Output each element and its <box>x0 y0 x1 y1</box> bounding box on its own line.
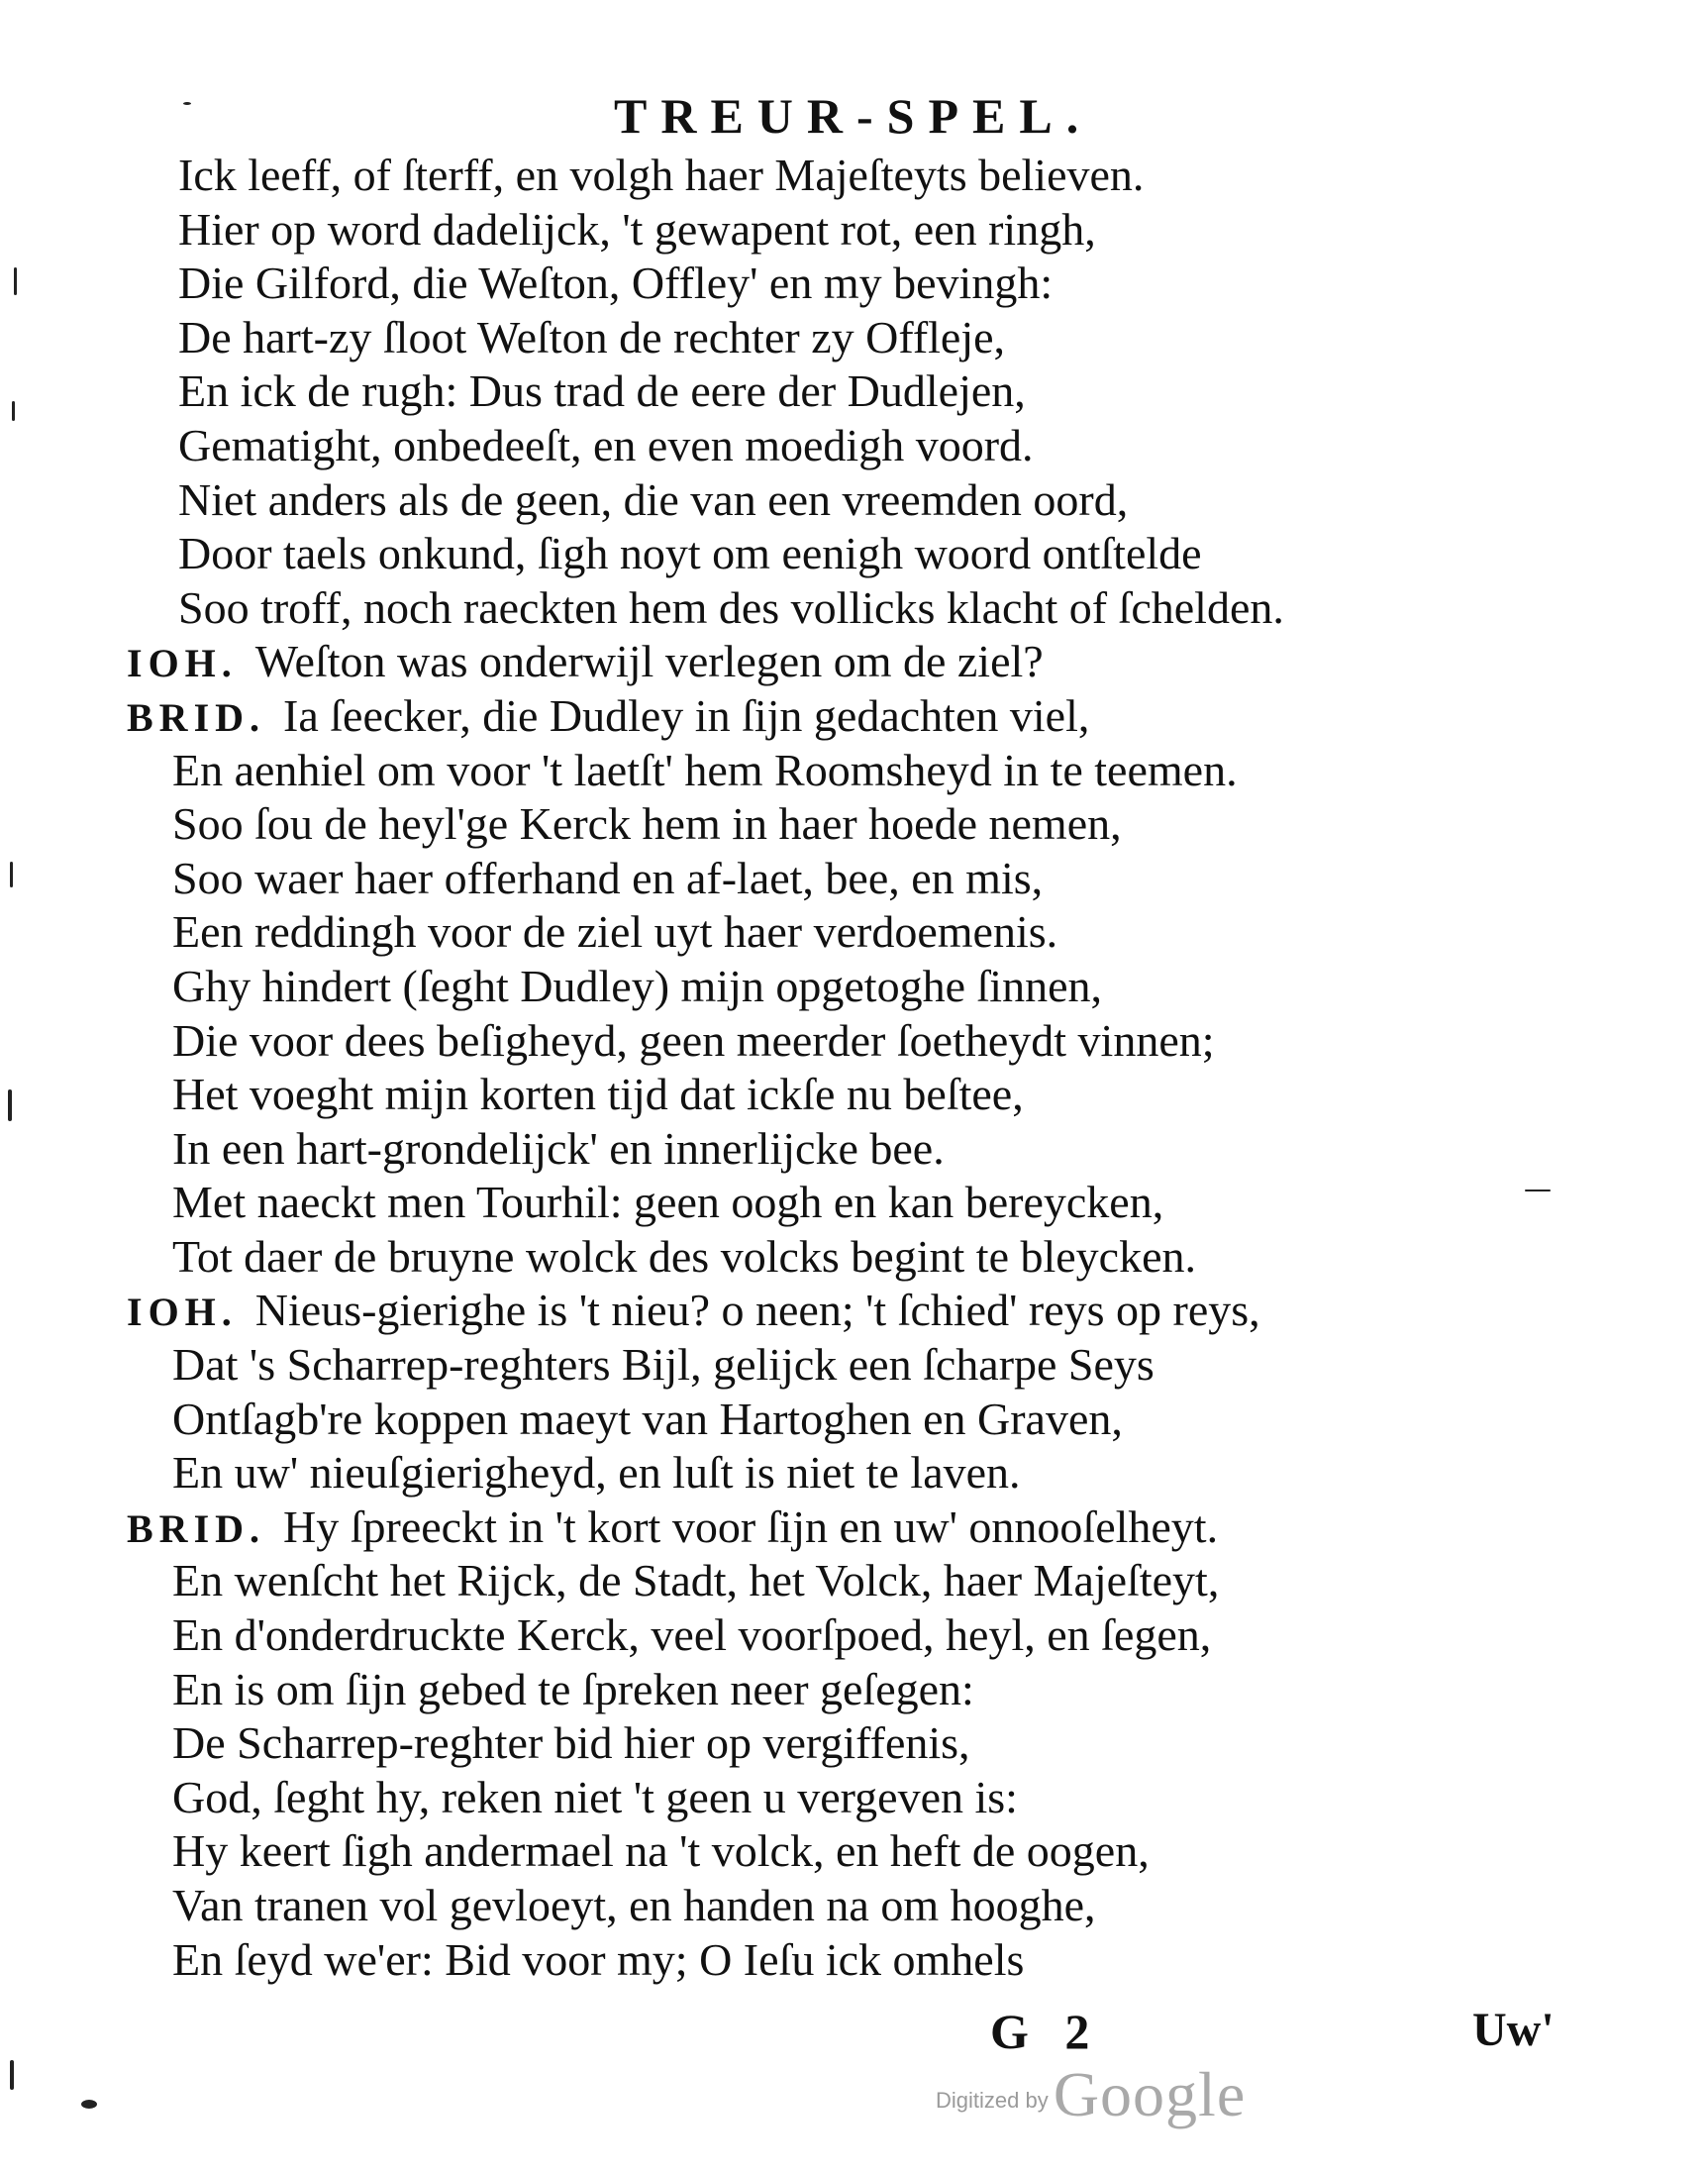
scan-speck <box>10 2060 14 2090</box>
speaker-line <box>127 635 1545 689</box>
verse-text: Niet anders als de geen, die van een vreemden oord, <box>178 473 1129 525</box>
verse-text: Nieus-gierighe is 't nieu? o neen; 't ſchied' reys op reys, <box>254 1285 1260 1336</box>
verse-line <box>172 744 1545 798</box>
verse-text: Hier op word dadelijck, 't gewapent rot, een ringh, <box>178 203 1096 255</box>
verse-line <box>178 419 1545 473</box>
scan-speck <box>14 267 17 295</box>
verse-line <box>172 1824 1545 1879</box>
verse-text: Soo waer haer offerhand en af-laet, bee, en mis, <box>172 852 1044 903</box>
verse-line <box>172 1663 1545 1717</box>
verse-line <box>172 1716 1545 1771</box>
verse-text: En wenſcht het Rijck, de Stadt, het Volck, haer Majeſteyt, <box>172 1555 1220 1606</box>
verse-text: En ick de rugh: Dus trad de eere der Dudlejen, <box>178 365 1026 417</box>
verse-line <box>178 257 1545 311</box>
verse-text: Hy ſpreeckt in 't kort voor ſijn en uw' onnooſelheyt. <box>283 1500 1219 1552</box>
verse-text: Met naeckt men Tourhil: geen oogh en kan bereycken, <box>172 1177 1164 1228</box>
verse-line <box>172 1446 1545 1500</box>
verse-line <box>172 1014 1545 1069</box>
catchword: Uw' <box>1472 2004 1555 2056</box>
verse-line <box>172 1771 1545 1825</box>
verse-line <box>172 1393 1545 1447</box>
verse-line <box>172 960 1545 1014</box>
verse-text: En d'onderdruckte Kerck, veel voorſpoed, heyl, en ſegen, <box>172 1609 1212 1661</box>
speaker-name: BRID. <box>127 694 266 740</box>
speaker-name: IOH. <box>127 1290 238 1335</box>
verse-text: Ick leeff, of ſterff, en volgh haer Majeſteyts believen. <box>178 150 1145 200</box>
verse-line <box>172 1554 1545 1608</box>
scan-speck <box>1525 1190 1551 1191</box>
verse-text: Dat 's Scharrep-reghters Bijl, gelijck een ſcharpe Seys <box>172 1339 1155 1391</box>
verse-line <box>172 1230 1545 1285</box>
speaker-name: IOH. <box>127 641 238 686</box>
verse-text: En ſeyd we'er: Bid voor my; O Ieſu ick omhels <box>172 1933 1025 1985</box>
verse-text: Gematight, onbedeeſt, en even moedigh voord. <box>178 419 1034 470</box>
verse-text: Ia ſeecker, die Dudley in ſijn gedachten viel, <box>283 689 1090 741</box>
verse-text: De Scharrep-reghter bid hier op vergiffenis, <box>172 1717 970 1769</box>
verse-line <box>178 364 1545 419</box>
signature-mark: G 2 <box>990 2004 1102 2059</box>
verse-text: Een reddingh voor de ziel uyt haer verdoemenis. <box>172 906 1058 958</box>
verse-line <box>172 852 1545 906</box>
verse-text: In een hart-grondelijck' en innerlijcke bee. <box>172 1122 945 1174</box>
digitized-by-google-watermark <box>936 2058 1246 2131</box>
verse-line <box>172 1338 1545 1393</box>
verse-text: En aenhiel om voor 't laetſt' hem Roomsheyd in te teemen. <box>172 744 1238 795</box>
verse-text: Ghy hindert (ſeght Dudley) mijn opgetoghe ſinnen, <box>172 960 1102 1011</box>
verse-text: Door taels onkund, ſigh noyt om eenigh woord ontſtelde <box>178 528 1202 579</box>
speaker-name: BRID. <box>127 1505 266 1551</box>
verse-line <box>178 203 1545 258</box>
verse-line <box>178 311 1545 365</box>
verse-text: Tot daer de bruyne wolck des volcks begint te bleycken. <box>172 1230 1197 1282</box>
google-logo: Google <box>1053 2059 1247 2129</box>
scan-speck <box>8 1089 12 1121</box>
verse-text: Van tranen vol gevloeyt, en handen na om hooghe, <box>172 1880 1096 1930</box>
verse-line <box>178 149 1545 203</box>
verse-block <box>127 149 1545 1987</box>
speaker-line <box>127 1284 1545 1338</box>
verse-line <box>178 473 1545 528</box>
speaker-line <box>127 1500 1545 1555</box>
verse-text: Hy keert ſigh andermael na 't volck, en heft de oogen, <box>172 1825 1150 1877</box>
verse-text: Het voeght mijn korten tijd dat ickſe nu beſtee, <box>172 1069 1024 1120</box>
verse-text: En is om ſijn gebed te ſpreken neer geſegen: <box>172 1663 974 1714</box>
verse-text: Soo troff, noch raeckten hem des vollicks klacht of ſchelden. <box>178 581 1284 633</box>
verse-line <box>172 1122 1545 1177</box>
verse-line <box>172 1068 1545 1122</box>
verse-text: God, ſeght hy, reken niet 't geen u vergeven is: <box>172 1771 1018 1822</box>
verse-line <box>172 1879 1545 1933</box>
verse-line <box>172 905 1545 960</box>
verse-line <box>172 1176 1545 1230</box>
verse-text: Die voor dees beſigheyd, geen meerder ſoetheydt vinnen; <box>172 1014 1215 1066</box>
watermark-prefix: Digitized by <box>936 2088 1049 2113</box>
scan-speck <box>10 862 13 887</box>
verse-text: Ontſagb're koppen maeyt van Hartoghen en Graven, <box>172 1393 1123 1444</box>
running-head: TREUR-SPEL. <box>614 88 1093 144</box>
verse-line <box>178 581 1545 636</box>
verse-line <box>178 527 1545 581</box>
scan-speck <box>12 401 15 421</box>
verse-text: En uw' nieuſgierigheyd, en luſt is niet te laven. <box>172 1447 1021 1499</box>
verse-text: De hart-zy ſloot Weſton de rechter zy Offleje, <box>178 311 1006 362</box>
verse-line <box>172 1608 1545 1663</box>
speaker-line <box>127 689 1545 744</box>
verse-text: Weſton was onderwijl verlegen om de ziel? <box>254 636 1044 687</box>
scan-speck <box>81 2100 97 2109</box>
verse-line <box>172 797 1545 852</box>
scan-speck <box>183 102 191 105</box>
verse-text: Die Gilford, die Weſton, Offley' en my bevingh: <box>178 258 1054 309</box>
verse-line <box>172 1933 1545 1988</box>
verse-text: Soo ſou de heyl'ge Kerck hem in haer hoede nemen, <box>172 798 1122 850</box>
